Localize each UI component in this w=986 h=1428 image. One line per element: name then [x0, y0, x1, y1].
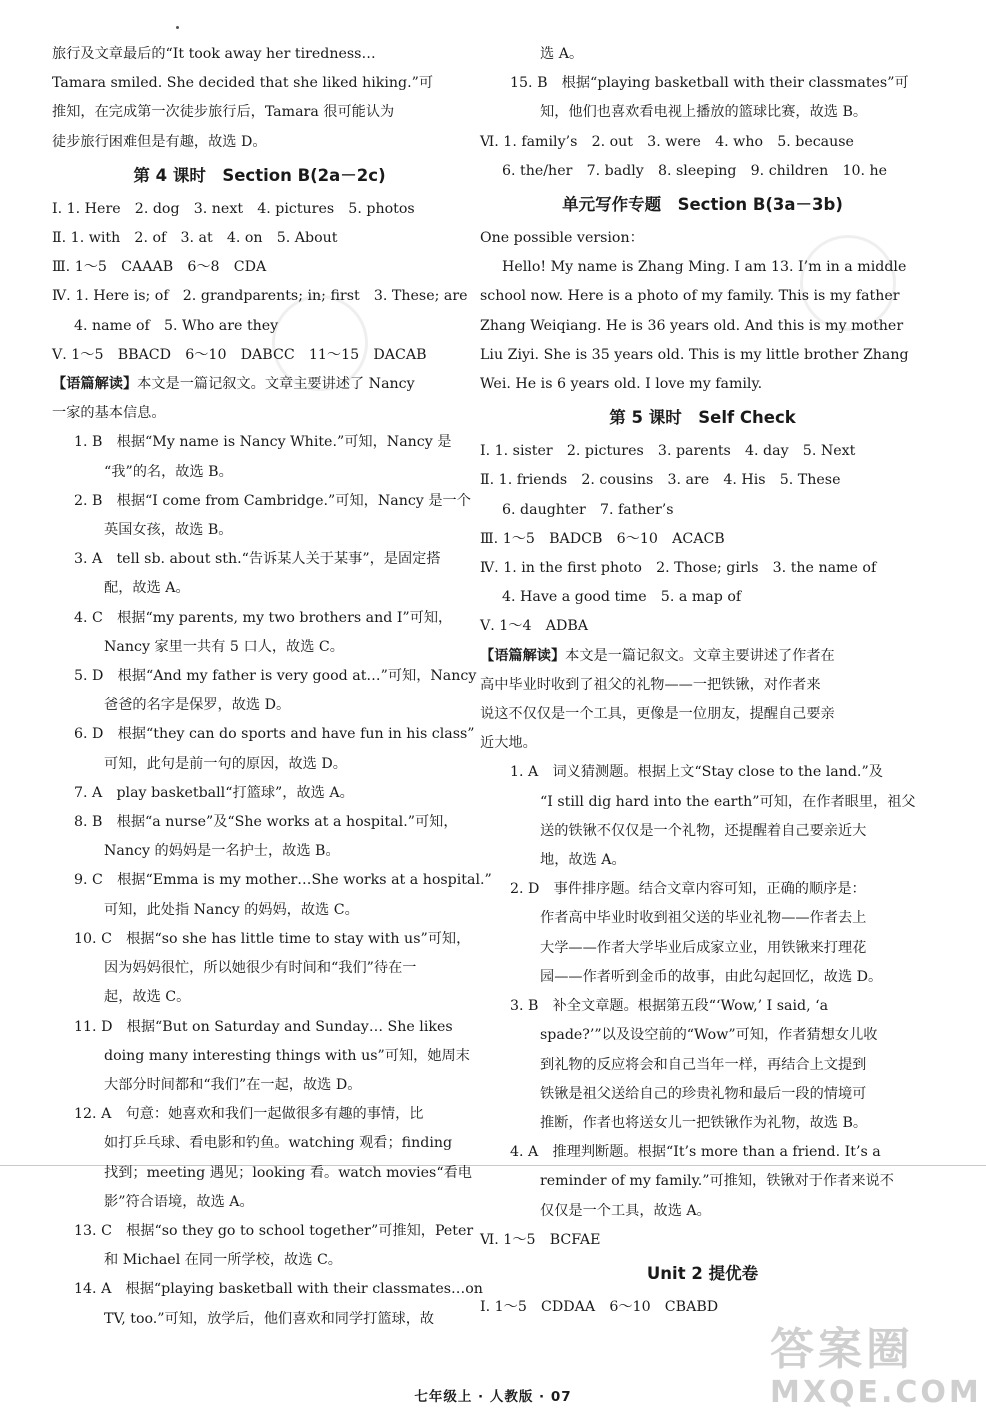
answer-line: Ⅰ. 1. Here 2. dog 3. next 4. pictures 5. photos — [52, 200, 415, 217]
section-heading: 第 5 课时 Self Check — [609, 408, 796, 428]
explanation-cont: 送的铁锹不仅仅是一个礼物，还提醒着自己要亲近大 — [540, 822, 867, 839]
explanation-cont: 配，故选 A。 — [104, 580, 190, 597]
explanation-cont: 到礼物的反应将会和自己当年一样，再结合上文提到 — [540, 1056, 867, 1073]
answer-line: Ⅴ. 1～5 BBACD 6～10 DABCC 11～15 DACAB — [52, 346, 427, 363]
explanation-cont: 因为妈妈很忙，所以她很少有时间和“我们”待在一 — [104, 960, 417, 977]
explanation-cont: 影”符合语境，故选 A。 — [104, 1193, 254, 1210]
explanation-cont: 作者高中毕业时收到祖父送的毕业礼物——作者去上 — [540, 910, 867, 927]
essay-line: school now. Here is a photo of my family. This is my father — [480, 288, 900, 305]
intro-line: Tamara smiled. She decided that she liked hiking.”可 — [52, 75, 434, 92]
explanation-cont: doing many interesting things with us”可知，她周末 — [104, 1047, 470, 1064]
right-column — [480, 40, 925, 1322]
explanation-cont: 知，他们也喜欢看电视上播放的篮球比赛，故选 B。 — [540, 104, 868, 121]
intro-line: 旅行及文章最后的“It took away her tiredness… — [52, 46, 376, 62]
analysis-text: 高中毕业时收到了祖父的礼物——一把铁锹，对作者来 — [480, 676, 821, 693]
explanation-cont: 选 A。 — [540, 46, 584, 62]
answer-line: Ⅴ. 1～4 ADBA — [480, 618, 588, 635]
explanation-cont: 仅仅是一个工具，故选 A。 — [540, 1202, 711, 1219]
analysis-intro — [52, 370, 467, 399]
site-watermark — [770, 1325, 980, 1425]
section-heading: 第 4 课时 Section B(2a－2c) — [133, 165, 386, 185]
left-column — [52, 40, 492, 1334]
unit-heading: Unit 2 提优卷 — [646, 1263, 759, 1283]
answer-line: Ⅵ. 1. family’s 2. out 3. were 4. who 5. because — [480, 133, 854, 150]
explanation-cont: 可知，此句是前一句的原因，故选 D。 — [104, 755, 347, 772]
explanation-cont: 英国女孩，故选 B。 — [104, 522, 233, 539]
page-footer: 七年级上 · 人教版 · 07 — [414, 1389, 572, 1405]
explanation-item: 4. C 根据“my parents, my two brothers and I”可知， — [74, 609, 453, 626]
explanation-item: 14. A 根据“playing basketball with their classmates…on — [74, 1281, 483, 1298]
explanation-cont: 大部分时间都和“我们”在一起，故选 D。 — [104, 1076, 362, 1093]
watermark-logo-text: 答案圈 — [770, 1324, 914, 1375]
answer-line: Ⅲ. 1～5 BADCB 6～10 ACACB — [480, 530, 725, 547]
explanation-cont: Nancy 的妈妈是一名护士，故选 B。 — [104, 843, 340, 860]
explanation-cont: 可知，此处指 Nancy 的妈妈，故选 C。 — [104, 901, 359, 918]
explanation-list — [52, 428, 492, 1333]
explanation-item: 1. A 词义猜测题。根据上文“Stay close to the land.”及 — [510, 764, 883, 781]
explanation-item: 2. B 根据“I come from Cambridge.”可知，Nancy 是一个 — [74, 492, 471, 509]
explanation-cont: 园——作者听到金币的故事，由此勾起回忆，故选 D。 — [540, 968, 883, 985]
version-label: One possible version： — [480, 230, 644, 247]
explanation-item: 13. C 根据“so they go to school together”可推知，Peter — [74, 1222, 474, 1239]
answer-line: Ⅳ. 1. Here is; of 2. grandparents; in; first 3. These; are — [52, 288, 468, 305]
explanation-item: 11. D 根据“But on Saturday and Sunday… She likes — [74, 1018, 453, 1035]
intro-line: 推知，在完成第一次徒步旅行后，Tamara 很可能认为 — [52, 104, 395, 121]
explanation-item: 5. D 根据“And my father is very good at…”可知，Nancy — [74, 668, 477, 685]
explanation-item: 12. A 句意：她喜欢和我们一起做很多有趣的事情，比 — [74, 1106, 424, 1123]
explanation-cont: 地，故选 A。 — [540, 852, 626, 869]
analysis-text: 近大地。 — [480, 735, 537, 752]
analysis-intro — [480, 642, 925, 671]
explanation-item: 1. B 根据“My name is Nancy White.”可知，Nancy 是 — [74, 434, 452, 451]
explanation-cont: TV, too.”可知，放学后，他们喜欢和同学打篮球，故 — [104, 1310, 435, 1327]
essay-line: Hello! My name is Zhang Ming. I am 13. I’m in a middle — [502, 259, 907, 276]
explanation-cont: 如打乒乓球、看电影和钓鱼。watching 观看；finding — [104, 1135, 453, 1152]
answer-line: Ⅲ. 1～5 CAAAB 6～8 CDA — [52, 259, 267, 276]
answer-line: Ⅰ. 1～5 CDDAA 6～10 CBABD — [480, 1298, 719, 1315]
answer-line: Ⅳ. 1. in the first photo 2. Those; girls 3. the name of — [480, 560, 877, 577]
explanation-cont: “我”的名，故选 B。 — [104, 463, 233, 480]
analysis-text: 一家的基本信息。 — [52, 405, 166, 422]
analysis-text: 本文是一篇记叙文。文章主要讲述了作者在 — [565, 647, 835, 664]
explanation-item: 4. A 推理判断题。根据“It’s more than a friend. It’s a — [510, 1144, 881, 1161]
explanation-cont: 铁锹是祖父送给自己的珍贵礼物和最后一段的情境可 — [540, 1085, 867, 1102]
explanation-item: 10. C 根据“so she has little time to stay with us”可知， — [74, 930, 471, 947]
answer-line: Ⅰ. 1. sister 2. pictures 3. parents 4. day 5. Next — [480, 443, 856, 460]
answer-line-cont: 6. daughter 7. father’s — [502, 501, 674, 518]
explanation-item: 9. C 根据“Emma is my mother…She works at a hospital.” — [74, 872, 492, 889]
answer-line-cont: 4. Have a good time 5. a map of — [502, 589, 742, 606]
explanation-cont: 和 Michael 在同一所学校，故选 C。 — [104, 1252, 342, 1269]
explanation-cont: 大学——作者大学毕业后成家立业，用铁锹来打理花 — [540, 939, 867, 956]
explanation-item: 6. D 根据“they can do sports and have fun in his class” — [74, 726, 475, 743]
explanation-item: 2. D 事件排序题。结合文章内容可知，正确的顺序是： — [510, 881, 866, 898]
explanation-item: 7. A play basketball“打篮球”，故选 A。 — [74, 784, 354, 801]
essay-line: Wei. He is 6 years old. I love my family. — [480, 376, 763, 393]
explanation-cont: 爸爸的名字是保罗，故选 D。 — [104, 697, 291, 714]
explanation-cont: 找到；meeting 遇见；looking 看。watch movies“看电 — [104, 1164, 472, 1181]
explanation-item: 15. B 根据“playing basketball with their classmates”可 — [510, 75, 909, 92]
explanation-cont: spade?’”以及设空前的“Wow”可知，作者猜想女儿收 — [540, 1027, 878, 1044]
answer-line: Ⅱ. 1. friends 2. cousins 3. are 4. His 5. These — [480, 472, 841, 489]
explanation-cont: Nancy 家里一共有 5 口人，故选 C。 — [104, 638, 344, 655]
explanation-cont: 起，故选 C。 — [104, 989, 191, 1006]
analysis-text: 说这不仅仅是一个工具，更像是一位朋友，提醒自己要亲 — [480, 706, 835, 723]
intro-line: 徒步旅行困难但是有趣，故选 D。 — [52, 133, 267, 150]
analysis-tag: 【语篇解读】 — [480, 647, 566, 664]
explanation-cont: reminder of my family.”可推知，铁锹对于作者来说不 — [540, 1173, 894, 1190]
answer-line-cont: 6. the/her 7. badly 8. sleeping 9. children 10. he — [502, 162, 888, 179]
watermark-url-text: MXQE.COM — [770, 1375, 982, 1410]
essay-line: Zhang Weiqiang. He is 36 years old. And this is my mother — [480, 317, 904, 334]
essay-line: Liu Ziyi. She is 35 years old. This is my little brother Zhang — [480, 346, 909, 363]
answer-line: Ⅵ. 1～5 BCFAE — [480, 1231, 601, 1248]
explanation-item: 8. B 根据“a nurse”及“She works at a hospital.”可知， — [74, 814, 458, 831]
explanation-item: 3. A tell sb. about sth.“告诉某人关于某事”，是固定搭 — [74, 551, 441, 568]
analysis-tag: 【语篇解读】 — [52, 376, 138, 393]
section-heading: 单元写作专题 Section B(3a－3b) — [562, 195, 843, 215]
explanation-list — [480, 758, 925, 1225]
answer-line-cont: 4. name of 5. Who are they — [74, 317, 279, 334]
print-mark — [176, 26, 179, 29]
explanation-item: 3. B 补全文章题。根据第五段“‘Wow,’ I said, ‘a — [510, 998, 829, 1015]
answer-line: Ⅱ. 1. with 2. of 3. at 4. on 5. About — [52, 230, 338, 247]
explanation-cont: 推断，作者也将送女儿一把铁锹作为礼物，故选 B。 — [540, 1114, 868, 1131]
explanation-cont: “I still dig hard into the earth”可知，在作者眼里，祖父 — [540, 793, 916, 810]
analysis-text: 本文是一篇记叙文。文章主要讲述了 Nancy — [137, 376, 415, 393]
